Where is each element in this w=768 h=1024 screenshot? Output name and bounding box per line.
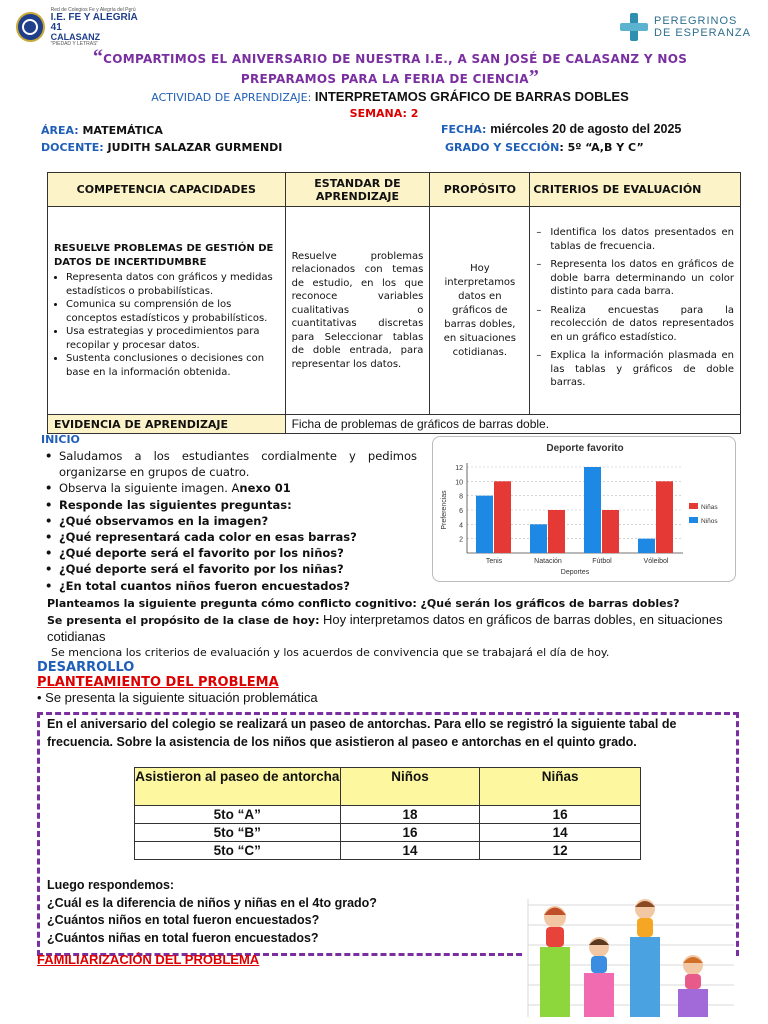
bar-niñas (494, 481, 511, 553)
header-competencia: COMPETENCIA CAPACIDADES (48, 173, 286, 207)
y-tick-label: 10 (455, 479, 463, 487)
criterio-item: – Representa los datos en gráficos de doble barra determinando un color distinto para cada barra. (536, 258, 734, 299)
inicio-item: • ¿En total cuantos niños fueron encuestados? (45, 578, 417, 594)
table-cell: 12 (480, 842, 641, 860)
activity-label: ACTIVIDAD DE APRENDIZAJE: (151, 91, 312, 104)
criterio-item: – Identifica los datos presentados en tablas de frecuencia. (536, 226, 734, 253)
criterio-item: – Realiza encuestas para la recolección de datos representados en un gráfico estadístico. (536, 304, 734, 345)
legend-swatch-niñas (689, 503, 698, 509)
chart-frame (432, 436, 736, 582)
legend-label: Niños (701, 518, 718, 525)
school-sub: CALASANZ (50, 31, 101, 42)
page-title-line1: “COMPARTIMOS EL ANIVERSARIO DE NUESTRA I.E., A SAN JOSÉ DE CALASANZ Y NOS (92, 46, 688, 68)
capacidad-item: • Sustenta conclusiones o decisiones con base en la información obtenida. (66, 352, 279, 379)
header-estandar: ESTANDAR DE APRENDIZAJE (285, 173, 430, 207)
table-row (135, 824, 641, 842)
y-tick-label: 4 (459, 522, 463, 530)
legend-label: Niñas (701, 504, 718, 511)
chart-title: Deporte favorito (546, 443, 624, 454)
planning-table (47, 172, 741, 434)
inicio-item: • Saludamos a los estudiantes cordialmente y pedimos organizarse en grupos de cuatro. (45, 448, 417, 480)
x-tick-label: Fútbol (592, 558, 612, 565)
table-cell: 5to “A” (135, 806, 341, 824)
inicio-item: • ¿Qué deporte será el favorito por los niños? (45, 545, 417, 561)
school-logo (16, 6, 146, 47)
bar-niños (476, 496, 493, 553)
semana: SEMANA: 2 (349, 107, 419, 120)
situation-intro: • Se presenta la siguiente situación problemática (37, 690, 318, 705)
conflict-question: Planteamos la siguiente pregunta cómo conflicto cognitivo: ¿Qué serán los gráficos de barras dobles? (47, 597, 680, 610)
question-item: ¿Cuántos niñas en total fueron encuestados? (47, 930, 319, 945)
school-small-text: Red de Colegios Fe y Alegría del Perú (50, 6, 136, 13)
question-item: ¿Cuántos niños en total fueron encuestados? (47, 913, 320, 927)
y-tick-label: 12 (455, 465, 463, 472)
cross-icon (620, 13, 648, 41)
table-cell: 14 (340, 842, 480, 860)
school-seal-icon (16, 12, 45, 42)
evidencia-label: EVIDENCIA DE APRENDIZAJE (48, 415, 286, 434)
bar-niñas (656, 481, 673, 553)
kids-podium-illustration (520, 895, 740, 1017)
x-axis-label: Deportes (560, 569, 590, 576)
y-tick-label: 6 (459, 508, 463, 515)
proposito-cell: Hoy interpretamos datos en gráficos de barras dobles, en situaciones cotidianas. (430, 207, 530, 415)
bar-niñas (548, 510, 565, 553)
bar-niños (530, 524, 547, 553)
bar-niños (584, 467, 601, 553)
docente-row: DOCENTE: JUDITH SALAZAR GURMENDI (41, 141, 283, 154)
table-cell: 18 (340, 806, 480, 824)
activity-line (40, 89, 740, 104)
y-axis-label: Preferencias (441, 490, 448, 530)
familiarizacion-heading: FAMILIARIZACIÓN DEL PROBLEMA (37, 952, 260, 967)
header-criterios: CRITERIOS DE EVALUACIÓN (530, 173, 741, 207)
competencia-cell (48, 207, 286, 415)
inicio-item: • ¿Qué deporte será el favorito por los niñas? (45, 561, 417, 577)
freq-header: Niñas (480, 768, 641, 806)
estandar-cell: Resuelve problemas relacionados con temas de estudio, en los que reconoce variables cualitativas o cuantitativas discretas para Seleccionar tablas de doble entrada, para representar los datos. (285, 207, 430, 415)
table-cell: 5to “B” (135, 824, 341, 842)
questions-intro: Luego respondemos: (47, 878, 175, 892)
bar-niños (638, 539, 655, 553)
capacidad-item: • Representa datos con gráficos y medidas estadísticos o probabilísticas. (66, 271, 279, 298)
bar-niñas (602, 510, 619, 553)
area-row: ÁREA: MATEMÁTICA (41, 124, 163, 137)
x-tick-label: Natación (534, 558, 562, 565)
legend-swatch-niños (689, 517, 698, 523)
school-tag: "PIEDAD Y LETRAS" (50, 40, 99, 47)
inicio-item: • Responde las siguientes preguntas: (45, 497, 417, 513)
fecha-row: FECHA: miércoles 20 de agosto del 2025 (441, 122, 682, 136)
peregrinos-logo (620, 12, 760, 42)
header-proposito: PROPÓSITO (430, 173, 530, 207)
y-tick-label: 2 (459, 536, 463, 544)
problem-text: En el aniversario del colegio se realizará un paseo de antorchas. Para ello se registró la siguiente tabal de frecuencia. Sobre la asistencia de los niños que asistieron al paseo e antorchas en el quinto grado. (47, 717, 677, 749)
double-bar-chart (433, 437, 737, 583)
evidencia-value: Ficha de problemas de gráficos de barras doble. (285, 415, 740, 434)
x-tick-label: Vóleibol (643, 558, 669, 565)
table-cell: 16 (480, 806, 641, 824)
table-row (135, 806, 641, 824)
table-row (135, 842, 641, 860)
planteamiento-heading: PLANTEAMIENTO DEL PROBLEMA (37, 675, 279, 690)
criterio-item: – Explica la información plasmada en las tablas y gráficos de doble barras. (536, 349, 734, 390)
inicio-item: • ¿Qué representará cada color en esas barras? (45, 529, 417, 545)
freq-header: Asistieron al paseo de antorcha (135, 768, 341, 806)
criteria-note: Se menciona los criterios de evaluación y los acuerdos de convivencia que se trabajará el día de hoy. (51, 646, 610, 659)
purpose-text: Se presenta el propósito de la clase de hoy: Hoy interpretamos datos en gráficos de barras dobles, en situaciones cotidianas (47, 612, 723, 644)
inicio-list (45, 448, 417, 594)
peregrinos-line2: DE ESPERANZA (654, 27, 751, 39)
inicio-item: • Observa la siguiente imagen. Anexo 01 (45, 480, 417, 496)
y-tick-label: 8 (459, 493, 463, 501)
capacidad-item: • Usa estrategias y procedimientos para recopilar y procesar datos. (66, 325, 279, 352)
inicio-heading: INICIO (41, 433, 80, 446)
capacidad-item: • Comunica su comprensión de los conceptos estadísticos y probabilísticos. (66, 298, 279, 325)
frequency-table (134, 767, 641, 860)
criterios-cell (530, 207, 741, 415)
table-cell: 16 (340, 824, 480, 842)
freq-header: Niños (340, 768, 480, 806)
question-item: ¿Cuál es la diferencia de niños y niñas en el 4to grado? (47, 895, 377, 910)
grado-row: GRADO Y SECCIÓN: 5º “A,B Y C” (445, 141, 644, 154)
peregrinos-line1: PEREGRINOS (654, 14, 738, 27)
questions-block (47, 877, 377, 947)
competencia-title: RESUELVE PROBLEMAS DE GESTIÓN DE DATOS DE INCERTIDUMBRE (54, 243, 274, 268)
table-cell: 14 (480, 824, 641, 842)
table-cell: 5to “C” (135, 842, 341, 860)
inicio-item: • ¿Qué observamos en la imagen? (45, 513, 417, 529)
activity-value: INTERPRETAMOS GRÁFICO DE BARRAS DOBLES (314, 89, 629, 104)
page-title-line2: PREPARAMOS PARA LA FERIA DE CIENCIA” (240, 66, 540, 88)
desarrollo-heading: DESARROLLO (37, 660, 135, 675)
school-name: I.E. FE Y ALEGRÍA 41 (50, 11, 138, 33)
x-tick-label: Tenis (485, 558, 503, 565)
